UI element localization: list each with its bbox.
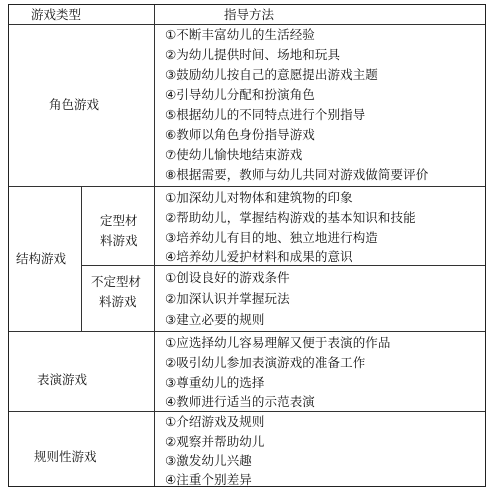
fixed-material-item: ②帮助幼儿，掌握结构游戏的基本知识和技能 <box>165 210 416 225</box>
role-item: ④引导幼儿分配和扮演角色 <box>165 87 315 102</box>
fixed-material-game-name-line2: 料游戏 <box>100 233 138 248</box>
structure-subrow-divider <box>81 265 485 266</box>
rule-item: ①介绍游戏及规则 <box>165 414 265 429</box>
performance-item: ④教师进行适当的示范表演 <box>165 394 315 409</box>
role-item: ②为幼儿提供时间、场地和玩具 <box>165 47 341 62</box>
role-item: ⑤根据幼儿的不同特点进行个别指导 <box>165 107 366 122</box>
role-item: ⑦使幼儿愉快地结束游戏 <box>165 147 303 162</box>
fixed-material-item: ①加深幼儿对物体和建筑物的印象 <box>165 190 353 205</box>
unfixed-material-item: ③建立必要的规则 <box>165 312 265 327</box>
fixed-material-item: ④培养幼儿爱护材料和成果的意识 <box>165 249 353 264</box>
structure-game-name: 结构游戏 <box>16 251 67 266</box>
header-divider <box>9 24 485 25</box>
role-item: ①不断丰富幼儿的生活经验 <box>165 27 315 42</box>
rule-item: ②观察并帮助幼儿 <box>165 434 265 449</box>
performance-row-divider <box>9 411 485 412</box>
performance-item: ③尊重幼儿的选择 <box>165 375 265 390</box>
unfixed-material-game-name-line1: 不定型材 <box>91 274 142 289</box>
header-type: 游戏类型 <box>31 7 82 22</box>
game-guidance-table <box>8 4 486 487</box>
unfixed-material-item: ①创设良好的游戏条件 <box>165 270 290 285</box>
unfixed-material-game-name-line2: 料游戏 <box>99 294 137 309</box>
performance-game-name: 表演游戏 <box>37 372 88 387</box>
structure-subtype-divider <box>81 186 82 331</box>
rule-item: ③激发幼儿兴趣 <box>165 453 252 468</box>
rule-game-name: 规则性游戏 <box>34 449 97 464</box>
performance-item: ①应选择幼儿容易理解又便于表演的作品 <box>165 335 391 350</box>
type-column-divider <box>154 5 155 486</box>
unfixed-material-item: ②加深认识并掌握玩法 <box>165 291 290 306</box>
fixed-material-game-name-line1: 定型材 <box>100 213 138 228</box>
header-method: 指导方法 <box>224 7 275 22</box>
role-game-name: 角色游戏 <box>49 97 100 112</box>
role-item: ⑥教师以角色身份指导游戏 <box>165 127 315 142</box>
fixed-material-item: ③培养幼儿有目的地、独立地进行构造 <box>165 230 378 245</box>
performance-item: ②吸引幼儿参加表演游戏的准备工作 <box>165 355 366 370</box>
role-item: ③鼓励幼儿按自己的意愿提出游戏主题 <box>165 67 378 82</box>
rule-item: ④注重个别差异 <box>165 472 252 487</box>
role-item: ⑧根据需要，教师与幼儿共同对游戏做简要评价 <box>165 167 429 182</box>
structure-row-divider <box>9 331 485 332</box>
